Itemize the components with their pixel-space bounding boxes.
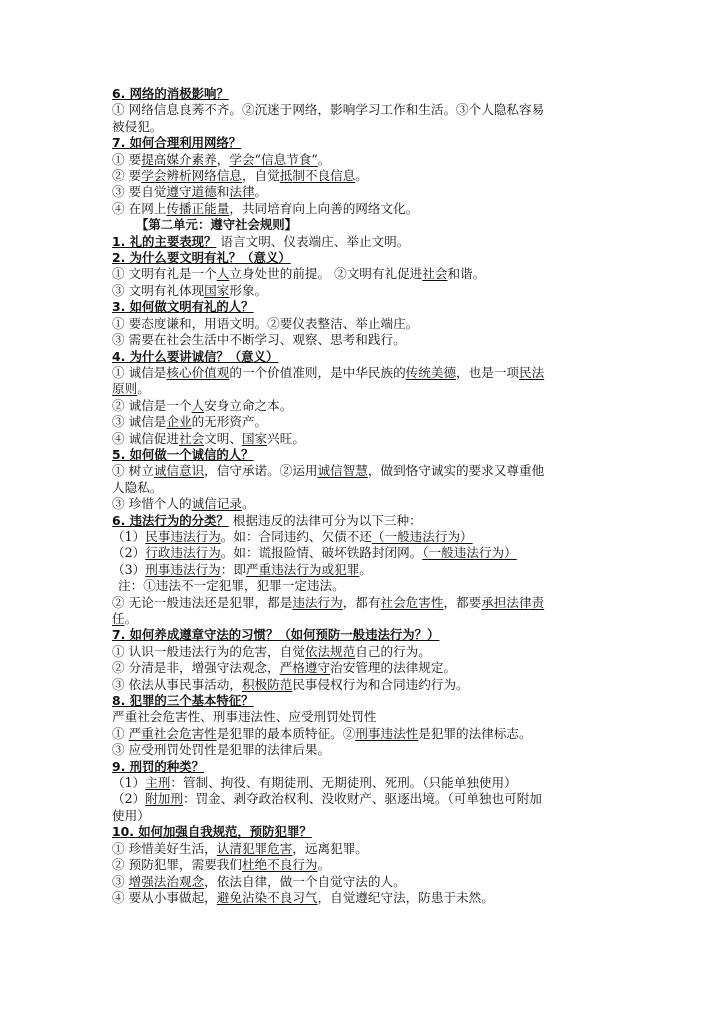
- s4-heading: [112, 349, 620, 365]
- text-run: ，远离犯罪。: [292, 840, 368, 856]
- text-run: 9. 刑罚的种类？: [112, 758, 204, 774]
- s6-line: [112, 562, 620, 578]
- text-run: 7. 如何合理利用网络？: [112, 135, 242, 151]
- underlined-term: 遵守道德: [166, 184, 217, 200]
- underlined-term: 企业: [166, 414, 192, 430]
- s4-line: [112, 365, 620, 381]
- text-run: ，也是一项: [456, 364, 520, 380]
- text-run: 自己的行为。: [355, 643, 431, 659]
- text-run: 安身立命之本。: [204, 397, 293, 413]
- underlined-term: 严重违法行为或犯罪: [245, 561, 360, 577]
- s7-line: [112, 660, 620, 676]
- underlined-term: 提高媒介素养: [141, 151, 217, 167]
- underlined-term: 杜绝不良行为: [241, 857, 318, 873]
- text-run: ，自觉遵纪守法，防患于未然。: [317, 889, 494, 905]
- text-run: 民事侵权行为和合同违约行为。: [292, 676, 469, 692]
- s10-line: [112, 841, 620, 857]
- text-run: 。: [355, 168, 368, 184]
- text-run: 语言文明、仪表端庄、举止文明。: [220, 233, 410, 249]
- underlined-term: 学会“信息节食”: [229, 151, 318, 167]
- text-run: ③ 诚信是: [112, 414, 167, 430]
- text-run: 的一个价值准则，是中华民族的: [229, 364, 406, 380]
- s6-heading: [112, 513, 620, 529]
- text-run: ② 预防犯罪，需要我们: [112, 857, 242, 873]
- underlined-term: 主刑: [145, 775, 171, 791]
- s1-line: [112, 234, 620, 250]
- text-run: ③ 依法从事民事活动，: [112, 676, 242, 692]
- text-run: ：即: [220, 561, 246, 577]
- text-run: ① 要: [112, 151, 142, 167]
- text-run: ，依法自律，做一个自觉守法的人。: [204, 873, 406, 889]
- text-run: 1. 礼的主要表现？: [112, 233, 217, 249]
- s10-line: [112, 874, 620, 890]
- s5-line: [112, 496, 620, 512]
- text-run: ② 诚信是一个: [112, 397, 192, 413]
- text-run: （2）: [112, 545, 146, 561]
- underlined-term: 严重社会危害性: [128, 725, 217, 741]
- text-run: 和谐。: [447, 266, 486, 282]
- text-run: ，都有: [342, 594, 381, 610]
- text-run: 立身处世的前提。 ②文明有礼促进: [229, 266, 423, 282]
- text-run: （2）: [112, 791, 146, 807]
- s7-heading: [112, 627, 620, 643]
- underlined-term: 严格遵守: [279, 660, 331, 676]
- s10-heading: [112, 824, 620, 840]
- text-run: 。: [359, 561, 372, 577]
- text-run: ①: [112, 725, 129, 741]
- text-run: 文明、: [204, 430, 242, 446]
- s3-line: ① 要态度谦和，用语文明。②要仪表整洁、举止端庄。: [112, 315, 419, 331]
- s10-line: [112, 890, 620, 906]
- underlined-term: 任: [112, 611, 125, 626]
- s9-heading: [112, 759, 620, 775]
- text-run: ③: [112, 873, 129, 889]
- underlined-term: 传播正能量: [166, 200, 230, 216]
- text-run: ④ 诚信促进: [112, 430, 179, 446]
- text-run: 。: [137, 381, 150, 397]
- underlined-term: 诚信记录: [191, 496, 242, 512]
- underlined-term: 刑事违法性: [355, 725, 419, 741]
- s4-line: [112, 414, 620, 430]
- text-run: 是犯罪的法律标志。: [418, 725, 532, 741]
- q7-line: [112, 152, 620, 168]
- underlined-term: 学会辨析网络信息: [141, 168, 242, 184]
- underlined-term: 社会: [422, 266, 448, 282]
- text-run: 5. 如何做一个诚信的人？: [112, 446, 254, 462]
- text-run: 4. 为什么要讲诚信？（意义）: [112, 348, 279, 364]
- text-run: ，都要: [443, 594, 482, 610]
- s9-line: 使用）: [112, 807, 150, 823]
- underlined-term: 附加刑: [145, 791, 183, 807]
- s3-heading: [112, 299, 620, 315]
- underlined-term: 依法规范: [304, 643, 356, 659]
- underlined-term: 人: [191, 397, 205, 413]
- text-run: （1）: [112, 775, 146, 791]
- s8-line: ③ 应受刑罚处罚性是犯罪的法律后果。: [112, 742, 331, 758]
- s3-line: ③ 需要在社会生活中不断学习、观察、思考和践行。: [112, 332, 406, 348]
- underlined-term: 诚信意识: [153, 463, 205, 479]
- text-run: ① 诚信是: [112, 364, 167, 380]
- underlined-term: 国家: [204, 282, 230, 298]
- s5-line: 人隐私。: [112, 479, 163, 495]
- s9-line: [112, 791, 620, 807]
- underlined-term: 社会危害性: [380, 594, 444, 610]
- underlined-term: 承担法律责: [481, 594, 545, 610]
- underlined-term: （一般违法行为）: [371, 528, 473, 544]
- underlined-term: 原则: [112, 381, 138, 397]
- text-run: 和: [216, 184, 230, 200]
- s8-line: [112, 726, 620, 742]
- text-run: （3）: [112, 561, 146, 577]
- text-run: 兴旺。: [267, 430, 305, 446]
- text-run: 6. 网络的消极影响？: [112, 86, 229, 101]
- q7-heading: [112, 135, 620, 151]
- underlined-term: 行政违法行为: [145, 545, 221, 561]
- q6-line: 被侵犯。: [112, 118, 163, 134]
- q6-line: ① 网络信息良莠不齐。②沉迷于网络，影响学习工作和生活。③个人隐私容易: [112, 102, 545, 118]
- s4-line: [112, 431, 620, 447]
- underlined-term: 国家: [241, 430, 268, 446]
- text-run: ，信守承诺。②运用: [204, 463, 318, 479]
- underlined-term: 认清犯罪危害: [216, 840, 293, 856]
- underlined-term: 抵制不良信息: [279, 168, 356, 184]
- s6-line: [112, 611, 620, 627]
- underlined-term: 民法: [519, 364, 545, 380]
- s8-line: 严重社会危害性、刑事违法性、应受刑罚处罚性: [112, 709, 377, 725]
- text-run: ④ 在网上: [112, 200, 167, 216]
- text-run: ③ 要自觉: [112, 184, 167, 200]
- text-run: ，自觉: [241, 168, 280, 184]
- text-run: ① 珍惜美好生活，: [112, 840, 217, 856]
- text-run: 。: [254, 184, 268, 200]
- text-run: ，做到恪守诚实的要求又尊重他: [367, 463, 545, 479]
- underlined-term: 诚信智慧: [317, 463, 368, 479]
- text-run: 是犯罪的最本质特征。②: [216, 725, 356, 741]
- s4-line: [112, 381, 620, 397]
- text-run: ，: [216, 151, 230, 167]
- s6-line: [112, 545, 620, 561]
- text-run: ：罚金、剥夺政治权利、没收财产、驱逐出境。（可单独也可附加: [182, 791, 542, 807]
- text-run: ① 认识一般违法行为的危害，自觉: [112, 643, 305, 659]
- text-run: 。: [317, 151, 331, 167]
- text-run: 3. 如何做文明有礼的人？: [112, 299, 254, 315]
- text-run: 治安管理的法律规定。: [330, 660, 457, 676]
- text-run: 。如：合同违约、欠债不还: [220, 528, 372, 544]
- q7-line: [112, 201, 620, 217]
- text-run: ④ 要从小事做起，: [112, 889, 217, 905]
- text-run: ① 文明有礼是一个: [112, 266, 217, 282]
- text-run: ② 分清是非，增强守法观念，: [112, 660, 280, 676]
- underlined-term: 传统美德: [405, 364, 457, 380]
- underlined-term: 积极防范: [241, 676, 293, 692]
- underlined-term: 法律: [229, 184, 255, 200]
- underlined-term: 人: [216, 266, 230, 282]
- text-run: ② 要: [112, 168, 142, 184]
- text-run: 8. 犯罪的三个基本特征？: [112, 693, 254, 709]
- s2-heading: [112, 250, 620, 266]
- text-run: ① 树立: [112, 463, 154, 479]
- s4-line: [112, 398, 620, 414]
- s8-heading: [112, 693, 620, 709]
- text-run: 。: [317, 857, 331, 873]
- q7-line: [112, 168, 620, 184]
- s5-line: [112, 463, 620, 479]
- text-run: ：管制、拘役、有期徒刑、无期徒刑、死刑。（只能单独使用）: [170, 775, 517, 791]
- underlined-term: 违法行为: [292, 594, 343, 610]
- s6-line: [112, 595, 620, 611]
- s6-note: 注：①违法不一定犯罪，犯罪一定违法。: [118, 578, 345, 594]
- text-run: 6. 违法行为的分类？: [112, 512, 229, 528]
- unit-heading: [112, 217, 620, 233]
- text-run: ② 无论一般违法还是犯罪，都是: [112, 594, 293, 610]
- text-run: ，共同培育向上向善的网络文化。: [229, 200, 419, 216]
- underlined-term: 刑事违法行为: [145, 561, 221, 577]
- text-run: （1）: [112, 528, 146, 544]
- s6-line: [112, 529, 620, 545]
- q6-heading: [112, 86, 620, 102]
- s10-line: [112, 857, 620, 873]
- text-run: 根据违反的法律可分为以下三种：: [232, 512, 422, 528]
- text-run: 形象。: [229, 282, 268, 298]
- underlined-term: 避免沾染不良习气: [216, 889, 318, 905]
- s2-line: [112, 283, 620, 299]
- text-run: 。如：谎报险情、破坏铁路封闭网。: [220, 545, 423, 561]
- text-run: 。: [241, 496, 255, 512]
- text-run: 的无形资产。: [191, 414, 268, 430]
- text-run: ③ 珍惜个人的: [112, 496, 192, 512]
- text-run: 10. 如何加强自我规范，预防犯罪？: [112, 824, 312, 840]
- s9-line: [112, 775, 620, 791]
- text-run: 2. 为什么要文明有礼？（意义）: [112, 250, 291, 266]
- underlined-term: 民事违法行为: [145, 528, 221, 544]
- s7-line: [112, 677, 620, 693]
- s2-line: [112, 266, 620, 282]
- underlined-term: 核心价值观: [166, 364, 230, 380]
- underlined-term: 增强法治观念: [128, 873, 205, 889]
- text-run: ③ 文明有礼体现: [112, 282, 205, 298]
- text-run: 。: [124, 611, 138, 626]
- underlined-term: 社会: [178, 430, 205, 446]
- text-run: 7. 如何养成遵章守法的习惯？（如何预防一般违法行为？）: [112, 627, 440, 643]
- underlined-term: （一般违法行为）: [422, 545, 517, 561]
- s7-line: [112, 644, 620, 660]
- q7-line: [112, 184, 620, 200]
- text-run: 【第二单元：遵守社会规则】: [136, 217, 298, 233]
- s5-heading: [112, 447, 620, 463]
